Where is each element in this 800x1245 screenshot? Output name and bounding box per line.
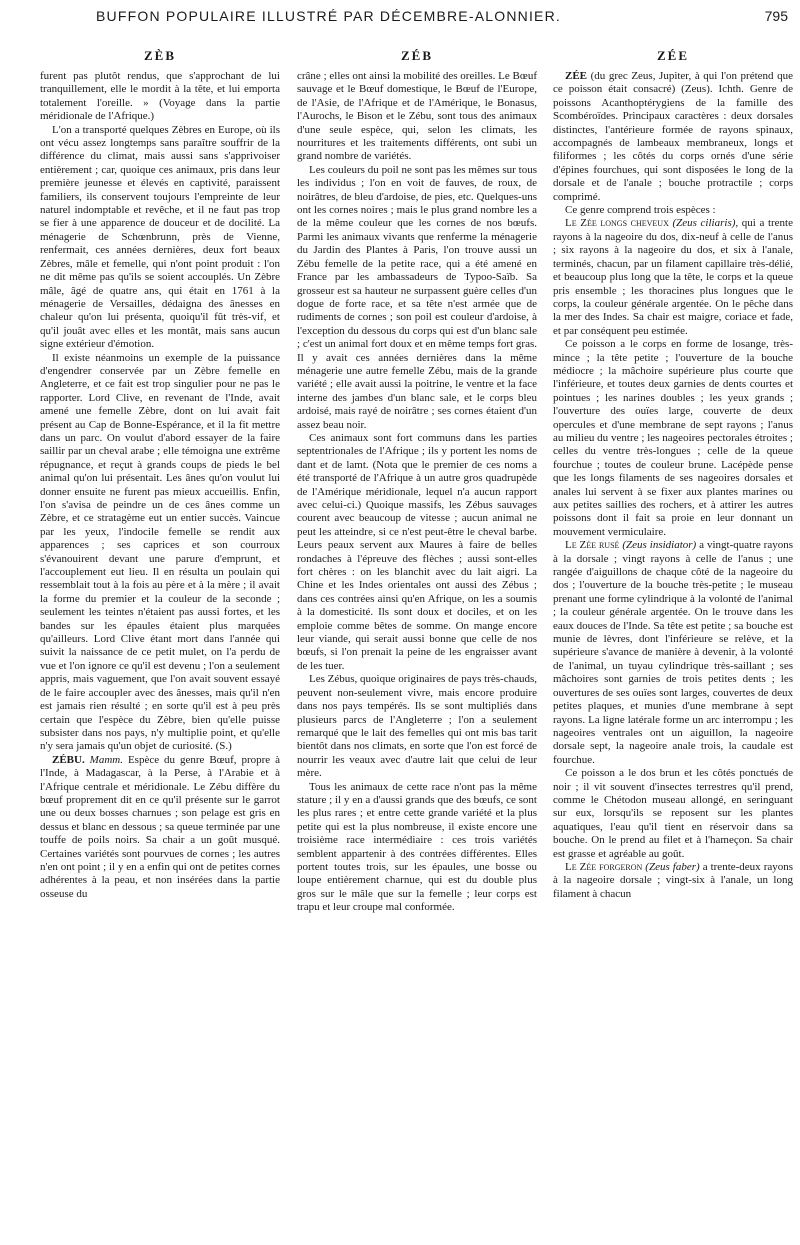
paragraph: Ce poisson a le dos brun et les côtés ponctués de noir ; il vit souvent d'insectes terrestres qu'il prend, comme le Chétodon museau allongé, en seringuant sur eux, lorsqu'ils se reposent sur les plantes aquatiques, l'eau qu'il tient en réservoir dans sa bouche. On le prend au filet et à l'hameçon. Sa chair est grasse et agréable au goût. — [553, 767, 793, 860]
column-3 — [553, 48, 793, 1238]
entry-zee — [553, 70, 793, 204]
species-faber — [553, 861, 793, 901]
species-name: Le Zée forgeron — [565, 860, 643, 873]
paragraph: crâne ; elles ont ainsi la mobilité des oreilles. Le Bœuf sauvage et le Bœuf domestique, le Bœuf de l'Europe, de l'Asie, de l'Afrique et de l'Amérique, le Bonasus, l'Aurochs, le Bison et le Zébu, sont tous des animaux d'une seule espèce, qui, selon les climats, les nourritures et les traitements différents, ont subi un grand nombre de variétés. — [297, 70, 537, 163]
entry-category: Mamm. — [89, 753, 123, 766]
column-heading: ZÉE — [656, 48, 689, 63]
running-title: BUFFON POPULAIRE ILLUSTRÉ PAR DÉCEMBRE-ALONNIER. — [96, 8, 561, 24]
entry-headword: ZÉE — [565, 70, 588, 82]
entry-text: (du grec Zeus, Jupiter, à qui l'on prétend que ce poisson était consacré) (Zeus). Ichth. Genre de poissons Acanthoptérygiens de la famille des Scombéroïdes. Principaux caractères : deux dorsales distinctes, l'antérieure formée de rayons spinaux, accompagnés de lambeaux membraneux, longs et filiformes ; les côtés du corps ornés d'une série d'épines fourchues, qui sont disposées le long de la dorsale et de l'anale ; bouche protractile ; corps comprimé. — [553, 70, 793, 203]
entry-text: Espèce du genre Bœuf, propre à l'Inde, à Madagascar, à la Perse, à l'Arabie et à l'Afrique centrale et méridionale. Le Zébu diffère du bœuf proprement dit en ce qu'il présente sur le garrot une ou deux bosses charnues ; son pelage est gris en dessus et blanc en dessous ; sa queue terminée par une touffe de poils noirs. Sa chair a un goût musqué. Certaines variétés sont pourvues de cornes ; les autres n'en ont point ; il y en a enfin qui ont de petites cornes adhérentes à la peau, et non insérées dans la partie osseuse du — [40, 753, 280, 900]
species-text: a vingt-quatre rayons à la dorsale ; vingt rayons à celle de l'anus ; une rangée d'aiguillons de chaque côté de la nageoire du dos ; l'ouverture de la bouche très-petite ; le museau prenant une forme cylindrique à la volonté de l'animal ; la couleur générale argentée. On le trouve dans les eaux douces de l'Inde. Sa tête est petite ; sa bouche est munie de lèvres, dont l'inférieure se relève, et la supérieure s'avance de manière à devenir, à la volonté de l'animal, un tuyau cylindrique très-saillant ; ses mâchoires sont garnies de trois petites dents ; les ouvertures de ses ouïes sont larges, couvertes de deux petites plaques, et munies d'une membrane à sept rayons. La ligne latérale forme un arc interrompu ; les nageoires ventrales ont un aiguillon, la nageoire dorsale sept, la nageoire anale trois, la caudale est fourchue. — [553, 539, 793, 766]
column-1 — [40, 48, 280, 1238]
column-heading: ZÈB — [143, 48, 176, 63]
paragraph: Tous les animaux de cette race n'ont pas la même stature ; il y en a d'aussi grands que des bœufs, ce sont les plus rares ; et entre cette grande variété et la plus petite qui est la plus nombreuse, il existe encore une troisième race intermédiaire : ces trois variétés semblent appartenir à des contrées différentes. Elles portent toutes trois, sur les épaules, une bosse ou loupe entièrement charnue, qui est du double plus gros sur le mâle que sur la femelle ; leur corps est trapu et leur croupe mal conformée. — [297, 780, 537, 914]
species-name: Le Zée longs cheveux — [565, 217, 669, 230]
page-header — [0, 0, 800, 40]
paragraph: L'on a transporté quelques Zèbres en Europe, où ils ont vécu assez longtemps sans paraître souffrir de la différence du climat, mais aussi sans s'apprivoiser entièrement ; car, quoique ces animaux, pris dans leur première jeunesse et élevés en captivité, paraissent familiers, ils conservent toujours l'empreinte de leur naturel indomptable et revêche, et il ne faut pas trop se fier à une apparence de douceur et de docilité. La ménagerie de Schœnbrunn, près de Vienne, renfermait, ces années dernières, deux fort beaux Zèbres, mâle et femelle, qui n'ont point produit : l'on ne dit même pas qu'ils se soient accouplés. Un Zèbre mâle, âgé de quatre ans, qui était en 1761 à la ménagerie de Versailles, dédaigna des ânesses en chaleur qu'on lui présenta, quoiqu'il fût très-vif, et qu'il jouât avec elles et les montât, mais sans aucun signe extérieur d'émotion. — [40, 123, 280, 351]
species-text: a trente-deux rayons à la nageoire dorsale ; vingt-six à l'anale, un long filament à chacun — [553, 860, 793, 900]
text-columns — [40, 48, 792, 1238]
page-number: 795 — [764, 8, 788, 24]
paragraph: Il existe néanmoins un exemple de la puissance d'engendrer conservée par un Zèbre femelle en Angleterre, et ce fait est trop singulier pour ne pas le rapporter. Lord Clive, en revenant de l'Inde, avait amené une femelle Zèbre, dont on lui avait fait présent au Cap de Bonne-Espérance, et il la fit mettre dans un parc. On voulut d'abord essayer de la faire saillir par un cheval arabe ; elle témoigna une extrême répugnance, et reçut à grands coups de pieds le bel animal qu'on lui présentait. Les ânes qu'on voulut lui donner ensuite ne furent pas mieux accueillis. Enfin, l'on s'avisa de peindre un de ces ânes comme un Zèbre, et ce stratagème eut un entier succès. Vaincue par les yeux, l'indocile femelle se rendit aux apparences ; ses caprices et son courroux s'évanouirent devant une parure d'emprunt, et l'accouplement eut lieu. Il en résulta un poulain qui ressemblait tout à la fois au père et à la mère ; il avait la forme du premier et la couleur de la seconde ; seulement les teintes n'étaient pas aussi fortes, et les bandes sur les épaules étaient plus marquées qu'ailleurs. Lord Clive étant mort dans l'année qui suivit la naissance de ce petit mulet, on l'a perdu de vue et l'on ignore ce qu'il est devenu ; l'on a seulement appris, mais vaguement, que l'on avait souvent essayé de le faire accoupler avec des ânesses, mais qu'il n'en est jamais rien résulté ; en sorte qu'il est à peu près certain que l'espèce du Zèbre, bien qu'elle puisse subsister dans nos pays, n'y multiplie point, et qu'elle n'y sera jamais qu'un objet de curiosité. (S.) — [40, 351, 280, 753]
paragraph: Ces animaux sont fort communs dans les parties septentrionales de l'Afrique ; ils y portent les noms de dant et de lamt. (Nota que le premier de ces noms a été transporté de l'Afrique à un autre gros quadrupède de l'Amérique méridionale, lequel n'a aucun rapport avec celui-ci.) Quoique massifs, les Zébus sauvages courent avec beaucoup de vitesse ; aucun animal ne peut les atteindre, si ce n'est peut-être le cheval barbe. Leurs peaux servent aux Maures à faire de belles rondaches à l'épreuve des flèches ; aussi sont-elles fort chères : on les blanchit avec du lait aigri. La Chine et les Indes orientales ont aussi des Zébus ; dans ces contrées ainsi qu'en Afrique, on les a soumis à la domesticité. Ils sont doux et dociles, et on les emploie comme bêtes de somme. On mange encore leur viande, qui serait aussi bonne que celle de nos bœufs, si l'on prenait la peine de les engraisser avant de les tuer. — [297, 431, 537, 672]
column-heading: ZÉB — [400, 48, 433, 63]
paragraph: Ce poisson a le corps en forme de losange, très-mince ; la tête petite ; l'ouverture de la bouche médiocre ; la mâchoire supérieure plus courte que l'inférieure, et toutes deux garnies de dents courtes et pointues ; les narines doubles ; les yeux grands ; l'ouverture des ouïes large, couverte de deux opercules et d'une membrane de sept rayons ; l'anus au milieu du ventre ; les nageoires pectorales étroites ; celles du ventre très-longues ; celle de la queue fourchue ; toutes de couleur brune. Lacépède pense que les longs filaments de ses nageoires dorsales et anales lui servent à se fixer aux plantes marines ou aux petites saillies des rochers, et à attirer les autres poissons dont il fait sa proie en leur donnant un mouvement vermiculaire. — [553, 338, 793, 538]
entry-zebu — [40, 754, 280, 901]
paragraph: Ce genre comprend trois espèces : — [565, 204, 716, 217]
paragraph: Les Zébus, quoique originaires de pays très-chauds, peuvent non-seulement vivre, mais encore produire dans nos pays tempérés. Ils se sont multipliés dans plusieurs parcs de l'Angleterre ; l'on a seulement remarqué que le lait des femelles qui ont mis bas tarit bientôt dans nos climats, en sorte que l'on est forcé de nourrir les veaux avec d'autre lait que celui de leur mère. — [297, 673, 537, 780]
paragraph: furent pas plutôt rendus, que s'approchant de lui tranquillement, elle le mordit à la tête, et lui emporta totalement l'oreille. » (Voyage dans la partie méridionale de l'Afrique.) — [40, 70, 280, 123]
column-2 — [297, 48, 537, 1238]
species-latin: (Zeus insidiator) — [622, 539, 697, 552]
entry-headword: ZÉBU. — [52, 753, 85, 766]
species-name: Le Zée rusé — [565, 539, 620, 552]
paragraph: Les couleurs du poil ne sont pas les mêmes sur tous les individus ; l'on en voit de fauves, de roux, de noirâtres, de bleu d'ardoise, de pies, etc. Quelques-uns ont les cornes noires ; mais le plus grand nombre les a de la même couleur que les cornes de nos bœufs. Parmi les animaux vivants que renferme la ménagerie du Jardin des Plantes à Paris, l'on trouve aussi un Zébu femelle de la petite race, qui a été amené en France par les ambassadeurs de Typoo-Saïb. Sa grosseur est sa hauteur ne surpassent guère celles d'un dogue de forte race, et sa tête n'est armée que de rudiments de cornes ; son poil est couleur d'ardoise, à l'exception du dessous du corps qui est d'un blanc sale ; c'est un animal fort doux et en même temps fort gras. Il y avait ces années dernières dans la même ménagerie une autre femelle Zébu, mais de la grande variété ; elle avait aussi la poitrine, le ventre et la face interne des jambes d'un blanc sale, et le corps bleu ardoisé, mais rayé de noirâtre ; ses cornes étaient d'un assez beau noir. — [297, 163, 537, 431]
species-insidiator — [553, 539, 793, 767]
species-ciliaris — [553, 217, 793, 338]
species-latin: (Zeus faber) — [645, 860, 700, 873]
species-text: qui a trente rayons à la nageoire du dos, dix-neuf à celle de l'anus ; six rayons à la nageoire du dos, et six à l'anale, terminés, chacun, par un filament capillaire très-délié, et beaucoup plus long que la tête, le corps et la queue pris ensemble ; les thoracines plus longues que le corps, la couleur générale argentée. On le pêche dans la mer des Indes. Sa chair est maigre, coriace et fade, et par conséquent peu estimée. — [553, 217, 793, 337]
species-latin: (Zeus ciliaris), — [672, 217, 739, 230]
